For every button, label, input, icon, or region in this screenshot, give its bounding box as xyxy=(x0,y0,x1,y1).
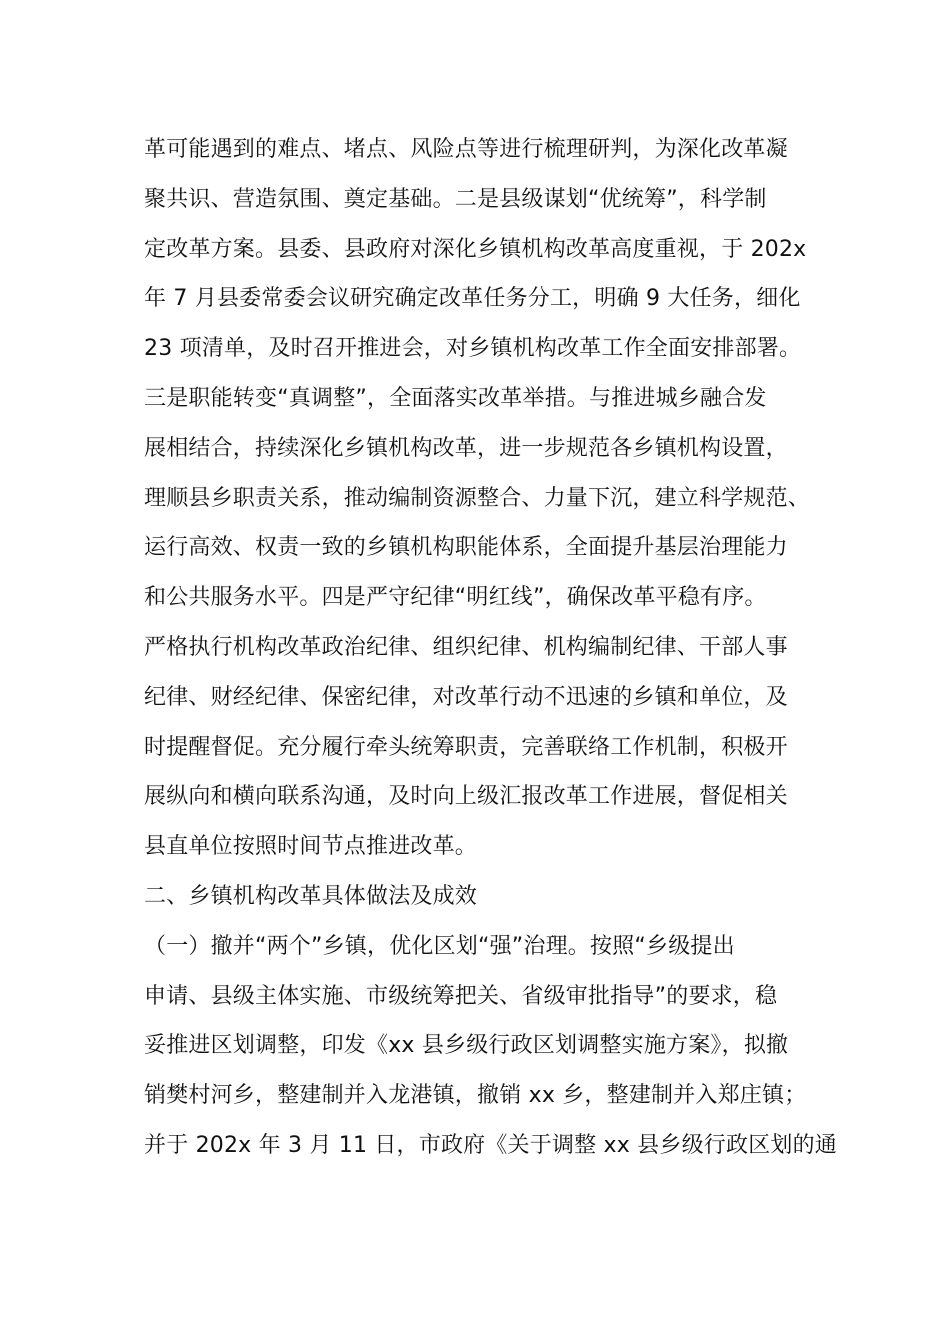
section-heading: 二、乡镇机构改革具体做法及成效 xyxy=(144,883,478,909)
text-line: 严格执行机构改革政治纪律、组织纪律、机构编制纪律、干部人事 xyxy=(144,634,788,660)
text-line: 三是职能转变“真调整”，全面落实改革举措。与推进城乡融合发 xyxy=(144,385,767,411)
text-line: 并于 202x 年 3 月 11 日，市政府《关于调整 xx 县乡级行政区划的通 xyxy=(144,1132,837,1158)
text-line: 展相结合，持续深化乡镇机构改革，进一步规范各乡镇机构设置， xyxy=(144,435,788,461)
text-line: 纪律、财经纪律、保密纪律，对改革行动不迅速的乡镇和单位，及 xyxy=(144,684,788,710)
text-line: 理顺县乡职责关系，推动编制资源整合、力量下沉，建立科学规范、 xyxy=(144,485,811,511)
text-line: 县直单位按照时间节点推进改革。 xyxy=(144,834,478,860)
text-line: 革可能遇到的难点、堵点、风险点等进行梳理研判，为深化改革凝 xyxy=(144,137,788,162)
text-line: 申请、县级主体实施、市级统筹把关、省级审批指导”的要求，稳 xyxy=(144,983,778,1009)
text-line: 妥推进区划调整，印发《xx 县乡级行政区划调整实施方案》，拟撤 xyxy=(144,1033,789,1059)
text-line: 年 7 月县委常委会议研究确定改革任务分工，明确 9 大任务，细化 xyxy=(144,286,801,312)
text-line: （一）撤并“两个”乡镇，优化区划“强”治理。按照“乡级提出 xyxy=(144,933,735,959)
text-line: 运行高效、权责一致的乡镇机构职能体系，全面提升基层治理能力 xyxy=(144,535,788,561)
document-body xyxy=(144,125,837,1171)
text-line: 和公共服务水平。四是严守纪律“明红线”，确保改革平稳有序。 xyxy=(144,585,767,611)
text-line: 聚共识、营造氛围、奠定基础。二是县级谋划“优统筹”，科学制 xyxy=(144,186,767,212)
text-line: 展纵向和横向联系沟通，及时向上级汇报改革工作进展，督促相关 xyxy=(144,784,788,810)
text-line: 23 项清单，及时召开推进会，对乡镇机构改革工作全面安排部署。 xyxy=(144,336,802,362)
text-line: 销樊村河乡，整建制并入龙港镇，撤销 xx 乡，整建制并入郑庄镇； xyxy=(144,1083,807,1109)
text-line: 定改革方案。县委、县政府对深化乡镇机构改革高度重视，于 202x xyxy=(144,236,807,262)
text-line: 时提醒督促。充分履行牵头统筹职责，完善联络工作机制，积极开 xyxy=(144,734,788,760)
